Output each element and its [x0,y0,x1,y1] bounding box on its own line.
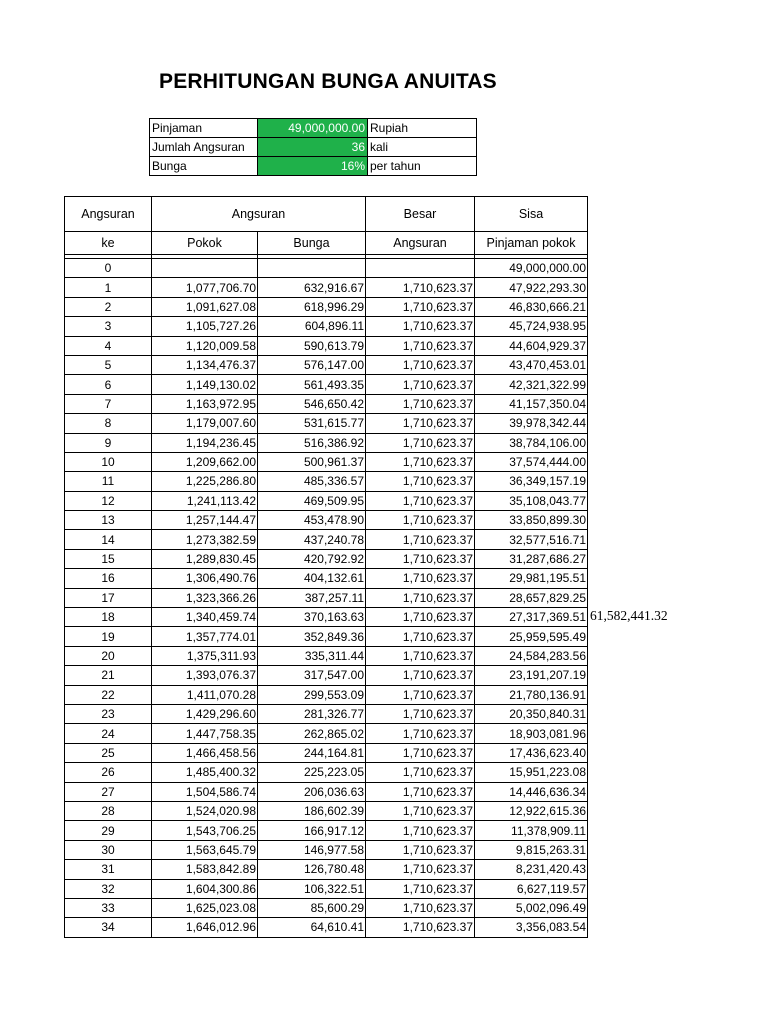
cell-sisa-pinjaman[interactable]: 15,951,223.08 [475,763,588,782]
cell-pokok[interactable]: 1,289,830.45 [152,549,258,568]
cell-angsuran-ke[interactable]: 8 [65,414,152,433]
cell-pokok[interactable]: 1,257,144.47 [152,511,258,530]
table-row [65,569,588,588]
table-row [65,472,588,491]
cell-bunga[interactable]: 485,336.57 [258,472,366,491]
cell-angsuran-ke[interactable]: 16 [65,569,152,588]
cell-pokok[interactable]: 1,485,400.32 [152,763,258,782]
info-row-pinjaman [150,119,477,138]
cell-angsuran-ke[interactable]: 20 [65,646,152,665]
cell-angsuran-ke[interactable]: 27 [65,782,152,801]
cell-pokok[interactable]: 1,504,586.74 [152,782,258,801]
cell-sisa-pinjaman[interactable]: 29,981,195.51 [475,569,588,588]
cell-pokok[interactable]: 1,563,645.79 [152,840,258,859]
cell-besar-angsuran[interactable]: 1,710,623.37 [366,627,475,646]
table-row [65,627,588,646]
table-row [65,355,588,374]
table-row [65,801,588,820]
cell-sisa-pinjaman[interactable]: 39,978,342.44 [475,414,588,433]
table-row [65,763,588,782]
cell-angsuran-ke[interactable]: 6 [65,375,152,394]
cell-angsuran-ke[interactable]: 22 [65,685,152,704]
cell-bunga[interactable]: 206,036.63 [258,782,366,801]
cell-sisa-pinjaman[interactable]: 37,574,444.00 [475,452,588,471]
cell-pokok[interactable]: 1,340,459.74 [152,608,258,627]
cell-bunga[interactable]: 387,257.11 [258,588,366,607]
cell-bunga[interactable]: 126,780.48 [258,860,366,879]
cell-pokok[interactable] [152,259,258,278]
cell-pokok[interactable]: 1,323,366.26 [152,588,258,607]
cell-bunga[interactable]: 576,147.00 [258,355,366,374]
header-pinjaman-pokok[interactable]: Pinjaman pokok [475,232,588,255]
cell-bunga[interactable]: 64,610.41 [258,918,366,937]
table-row [65,375,588,394]
table-row [65,724,588,743]
cell-besar-angsuran[interactable]: 1,710,623.37 [366,317,475,336]
cell-besar-angsuran[interactable]: 1,710,623.37 [366,569,475,588]
cell-bunga[interactable]: 186,602.39 [258,801,366,820]
cell-besar-angsuran[interactable]: 1,710,623.37 [366,879,475,898]
table-row [65,317,588,336]
cell-pokok[interactable]: 1,524,020.98 [152,801,258,820]
cell-sisa-pinjaman[interactable]: 20,350,840.31 [475,704,588,723]
cell-sisa-pinjaman[interactable]: 9,815,263.31 [475,840,588,859]
info-row-bunga [150,157,477,176]
cell-sisa-pinjaman[interactable]: 12,922,615.36 [475,801,588,820]
cell-besar-angsuran[interactable]: 1,710,623.37 [366,666,475,685]
cell-bunga[interactable]: 604,896.11 [258,317,366,336]
cell-pokok[interactable]: 1,149,130.02 [152,375,258,394]
cell-besar-angsuran[interactable]: 1,710,623.37 [366,898,475,917]
cell-angsuran-ke[interactable]: 29 [65,821,152,840]
cell-pokok[interactable]: 1,241,113.42 [152,491,258,510]
table-row [65,898,588,917]
cell-angsuran-ke[interactable]: 26 [65,763,152,782]
table-row [65,491,588,510]
cell-bunga[interactable]: 618,996.29 [258,297,366,316]
cell-besar-angsuran[interactable]: 1,710,623.37 [366,860,475,879]
cell-sisa-pinjaman[interactable]: 41,157,350.04 [475,394,588,413]
cell-besar-angsuran[interactable]: 1,710,623.37 [366,433,475,452]
cell-pokok[interactable]: 1,225,286.80 [152,472,258,491]
cell-sisa-pinjaman[interactable]: 8,231,420.43 [475,860,588,879]
table-row [65,821,588,840]
header-ke[interactable]: ke [65,232,152,255]
table-body [65,255,588,938]
cell-besar-angsuran[interactable]: 1,710,623.37 [366,472,475,491]
cell-besar-angsuran[interactable]: 1,710,623.37 [366,588,475,607]
cell-angsuran-ke[interactable]: 34 [65,918,152,937]
cell-angsuran-ke[interactable]: 1 [65,278,152,297]
cell-angsuran-ke[interactable]: 21 [65,666,152,685]
cell-bunga[interactable]: 590,613.79 [258,336,366,355]
cell-angsuran-ke[interactable]: 0 [65,259,152,278]
cell-pokok[interactable]: 1,273,382.59 [152,530,258,549]
cell-sisa-pinjaman[interactable]: 27,317,369.51 [475,608,588,627]
cell-bunga[interactable]: 531,615.77 [258,414,366,433]
cell-angsuran-ke[interactable]: 4 [65,336,152,355]
cell-bunga[interactable]: 106,322.51 [258,879,366,898]
cell-sisa-pinjaman[interactable]: 11,378,909.11 [475,821,588,840]
cell-sisa-pinjaman[interactable]: 47,922,293.30 [475,278,588,297]
cell-bunga[interactable]: 146,977.58 [258,840,366,859]
cell-besar-angsuran[interactable]: 1,710,623.37 [366,414,475,433]
cell-sisa-pinjaman[interactable]: 14,446,636.34 [475,782,588,801]
cell-besar-angsuran[interactable]: 1,710,623.37 [366,685,475,704]
cell-pokok[interactable]: 1,077,706.70 [152,278,258,297]
header-row-bottom [65,232,588,255]
table-row [65,511,588,530]
table-row [65,840,588,859]
table-row [65,549,588,568]
cell-pokok[interactable]: 1,411,070.28 [152,685,258,704]
cell-bunga[interactable]: 281,326.77 [258,704,366,723]
cell-angsuran-ke[interactable]: 14 [65,530,152,549]
cell-pokok[interactable]: 1,134,476.37 [152,355,258,374]
loan-info-table [149,118,477,176]
cell-besar-angsuran[interactable]: 1,710,623.37 [366,918,475,937]
cell-angsuran-ke[interactable]: 18 [65,608,152,627]
cell-pokok[interactable]: 1,105,727.26 [152,317,258,336]
cell-bunga[interactable]: 561,493.35 [258,375,366,394]
info-value[interactable]: 49,000,000.00 [258,119,368,138]
cell-angsuran-ke[interactable]: 19 [65,627,152,646]
header-sisa[interactable]: Sisa [475,197,588,232]
cell-bunga[interactable]: 352,849.36 [258,627,366,646]
table-row [65,297,588,316]
cell-bunga[interactable]: 299,553.09 [258,685,366,704]
table-row [65,608,588,627]
cell-angsuran-ke[interactable]: 9 [65,433,152,452]
cell-besar-angsuran[interactable]: 1,710,623.37 [366,491,475,510]
cell-besar-angsuran[interactable]: 1,710,623.37 [366,724,475,743]
cell-besar-angsuran[interactable]: 1,710,623.37 [366,375,475,394]
cell-angsuran-ke[interactable]: 28 [65,801,152,820]
cell-sisa-pinjaman[interactable]: 44,604,929.37 [475,336,588,355]
page-title: PERHITUNGAN BUNGA ANUITAS [159,70,497,93]
stray-cell-value[interactable]: 61,582,441.32 [590,608,668,623]
cell-angsuran-ke[interactable]: 15 [65,549,152,568]
cell-besar-angsuran[interactable]: 1,710,623.37 [366,704,475,723]
header-pokok[interactable]: Pokok [152,232,258,255]
cell-sisa-pinjaman[interactable]: 32,577,516.71 [475,530,588,549]
cell-angsuran-ke[interactable]: 2 [65,297,152,316]
cell-sisa-pinjaman[interactable]: 31,287,686.27 [475,549,588,568]
cell-besar-angsuran[interactable]: 1,710,623.37 [366,336,475,355]
cell-pokok[interactable]: 1,447,758.35 [152,724,258,743]
table-row [65,879,588,898]
cell-sisa-pinjaman[interactable]: 28,657,829.25 [475,588,588,607]
info-row-jumlah-angsuran [150,138,477,157]
cell-besar-angsuran[interactable]: 1,710,623.37 [366,821,475,840]
info-unit[interactable]: kali [368,138,477,157]
table-row [65,918,588,937]
cell-sisa-pinjaman[interactable]: 33,850,899.30 [475,511,588,530]
cell-angsuran-ke[interactable]: 31 [65,860,152,879]
table-row [65,259,588,278]
cell-bunga[interactable]: 453,478.90 [258,511,366,530]
cell-sisa-pinjaman[interactable]: 46,830,666.21 [475,297,588,316]
cell-bunga[interactable]: 437,240.78 [258,530,366,549]
cell-sisa-pinjaman[interactable]: 18,903,081.96 [475,724,588,743]
header-row-top [65,197,588,232]
cell-besar-angsuran[interactable]: 1,710,623.37 [366,452,475,471]
cell-bunga[interactable]: 262,865.02 [258,724,366,743]
cell-sisa-pinjaman[interactable]: 49,000,000.00 [475,259,588,278]
cell-angsuran-ke[interactable]: 30 [65,840,152,859]
cell-besar-angsuran[interactable]: 1,710,623.37 [366,801,475,820]
cell-besar-angsuran[interactable]: 1,710,623.37 [366,782,475,801]
amortization-table [64,196,588,938]
cell-bunga[interactable]: 469,509.95 [258,491,366,510]
cell-besar-angsuran[interactable]: 1,710,623.37 [366,743,475,762]
cell-sisa-pinjaman[interactable]: 38,784,106.00 [475,433,588,452]
cell-besar-angsuran[interactable]: 1,710,623.37 [366,297,475,316]
table-row [65,530,588,549]
cell-bunga[interactable]: 632,916.67 [258,278,366,297]
cell-bunga[interactable]: 546,650.42 [258,394,366,413]
cell-besar-angsuran[interactable]: 1,710,623.37 [366,608,475,627]
cell-sisa-pinjaman[interactable]: 24,584,283.56 [475,646,588,665]
cell-sisa-pinjaman[interactable]: 42,321,322.99 [475,375,588,394]
cell-sisa-pinjaman[interactable]: 36,349,157.19 [475,472,588,491]
cell-bunga[interactable]: 244,164.81 [258,743,366,762]
cell-sisa-pinjaman[interactable]: 21,780,136.91 [475,685,588,704]
cell-pokok[interactable]: 1,091,627.08 [152,297,258,316]
table-row [65,414,588,433]
cell-pokok[interactable]: 1,306,490.76 [152,569,258,588]
cell-angsuran-ke[interactable]: 13 [65,511,152,530]
cell-bunga[interactable]: 317,547.00 [258,666,366,685]
info-value[interactable]: 36 [258,138,368,157]
cell-sisa-pinjaman[interactable]: 5,002,096.49 [475,898,588,917]
cell-sisa-pinjaman[interactable]: 3,356,083.54 [475,918,588,937]
cell-pokok[interactable]: 1,646,012.96 [152,918,258,937]
cell-pokok[interactable]: 1,209,662.00 [152,452,258,471]
cell-angsuran-ke[interactable]: 5 [65,355,152,374]
table-row [65,336,588,355]
cell-besar-angsuran[interactable]: 1,710,623.37 [366,394,475,413]
cell-besar-angsuran[interactable]: 1,710,623.37 [366,763,475,782]
cell-bunga[interactable]: 166,917.12 [258,821,366,840]
cell-pokok[interactable]: 1,163,972.95 [152,394,258,413]
table-row [65,452,588,471]
table-row [65,743,588,762]
cell-angsuran-ke[interactable]: 24 [65,724,152,743]
cell-besar-angsuran[interactable]: 1,710,623.37 [366,530,475,549]
cell-besar-angsuran[interactable]: 1,710,623.37 [366,278,475,297]
cell-pokok[interactable]: 1,604,300.86 [152,879,258,898]
header-bunga[interactable]: Bunga [258,232,366,255]
info-label[interactable]: Jumlah Angsuran [150,138,258,157]
cell-pokok[interactable]: 1,375,311.93 [152,646,258,665]
table-row [65,782,588,801]
cell-besar-angsuran[interactable]: 1,710,623.37 [366,355,475,374]
cell-pokok[interactable]: 1,466,458.56 [152,743,258,762]
cell-bunga[interactable]: 516,386.92 [258,433,366,452]
header-angsuran[interactable]: Angsuran [366,232,475,255]
table-row [65,646,588,665]
cell-besar-angsuran[interactable]: 1,710,623.37 [366,549,475,568]
cell-angsuran-ke[interactable]: 25 [65,743,152,762]
cell-angsuran-ke[interactable]: 33 [65,898,152,917]
table-row [65,394,588,413]
cell-bunga[interactable]: 85,600.29 [258,898,366,917]
table-row [65,278,588,297]
cell-bunga[interactable]: 370,163.63 [258,608,366,627]
table-row [65,860,588,879]
cell-angsuran-ke[interactable]: 23 [65,704,152,723]
cell-bunga[interactable] [258,259,366,278]
cell-pokok[interactable]: 1,357,774.01 [152,627,258,646]
cell-bunga[interactable]: 335,311.44 [258,646,366,665]
header-angsuran-ke-top[interactable]: Angsuran [65,197,152,232]
cell-bunga[interactable]: 404,132.61 [258,569,366,588]
cell-angsuran-ke[interactable]: 32 [65,879,152,898]
cell-besar-angsuran[interactable]: 1,710,623.37 [366,511,475,530]
cell-sisa-pinjaman[interactable]: 6,627,119.57 [475,879,588,898]
cell-pokok[interactable]: 1,179,007.60 [152,414,258,433]
header-besar[interactable]: Besar [366,197,475,232]
cell-bunga[interactable]: 500,961.37 [258,452,366,471]
info-label[interactable]: Pinjaman [150,119,258,138]
cell-pokok[interactable]: 1,583,842.89 [152,860,258,879]
cell-sisa-pinjaman[interactable]: 25,959,595.49 [475,627,588,646]
cell-sisa-pinjaman[interactable]: 17,436,623.40 [475,743,588,762]
cell-angsuran-ke[interactable]: 12 [65,491,152,510]
cell-sisa-pinjaman[interactable]: 35,108,043.77 [475,491,588,510]
header-angsuran-group[interactable]: Angsuran [152,197,366,232]
cell-pokok[interactable]: 1,120,009.58 [152,336,258,355]
cell-pokok[interactable]: 1,429,296.60 [152,704,258,723]
table-row [65,704,588,723]
cell-besar-angsuran[interactable]: 1,710,623.37 [366,646,475,665]
cell-bunga[interactable]: 225,223.05 [258,763,366,782]
cell-angsuran-ke[interactable]: 7 [65,394,152,413]
cell-pokok[interactable]: 1,625,023.08 [152,898,258,917]
cell-besar-angsuran[interactable]: 1,710,623.37 [366,840,475,859]
cell-sisa-pinjaman[interactable]: 23,191,207.19 [475,666,588,685]
cell-pokok[interactable]: 1,543,706.25 [152,821,258,840]
cell-pokok[interactable]: 1,194,236.45 [152,433,258,452]
table-row [65,588,588,607]
cell-angsuran-ke[interactable]: 17 [65,588,152,607]
table-row [65,685,588,704]
info-value[interactable]: 16% [258,157,368,176]
cell-angsuran-ke[interactable]: 10 [65,452,152,471]
cell-bunga[interactable]: 420,792.92 [258,549,366,568]
cell-besar-angsuran[interactable] [366,259,475,278]
cell-pokok[interactable]: 1,393,076.37 [152,666,258,685]
cell-angsuran-ke[interactable]: 11 [65,472,152,491]
cell-sisa-pinjaman[interactable]: 45,724,938.95 [475,317,588,336]
table-row [65,666,588,685]
info-label[interactable]: Bunga [150,157,258,176]
info-unit[interactable]: per tahun [368,157,477,176]
table-row [65,433,588,452]
cell-sisa-pinjaman[interactable]: 43,470,453.01 [475,355,588,374]
cell-angsuran-ke[interactable]: 3 [65,317,152,336]
info-unit[interactable]: Rupiah [368,119,477,138]
